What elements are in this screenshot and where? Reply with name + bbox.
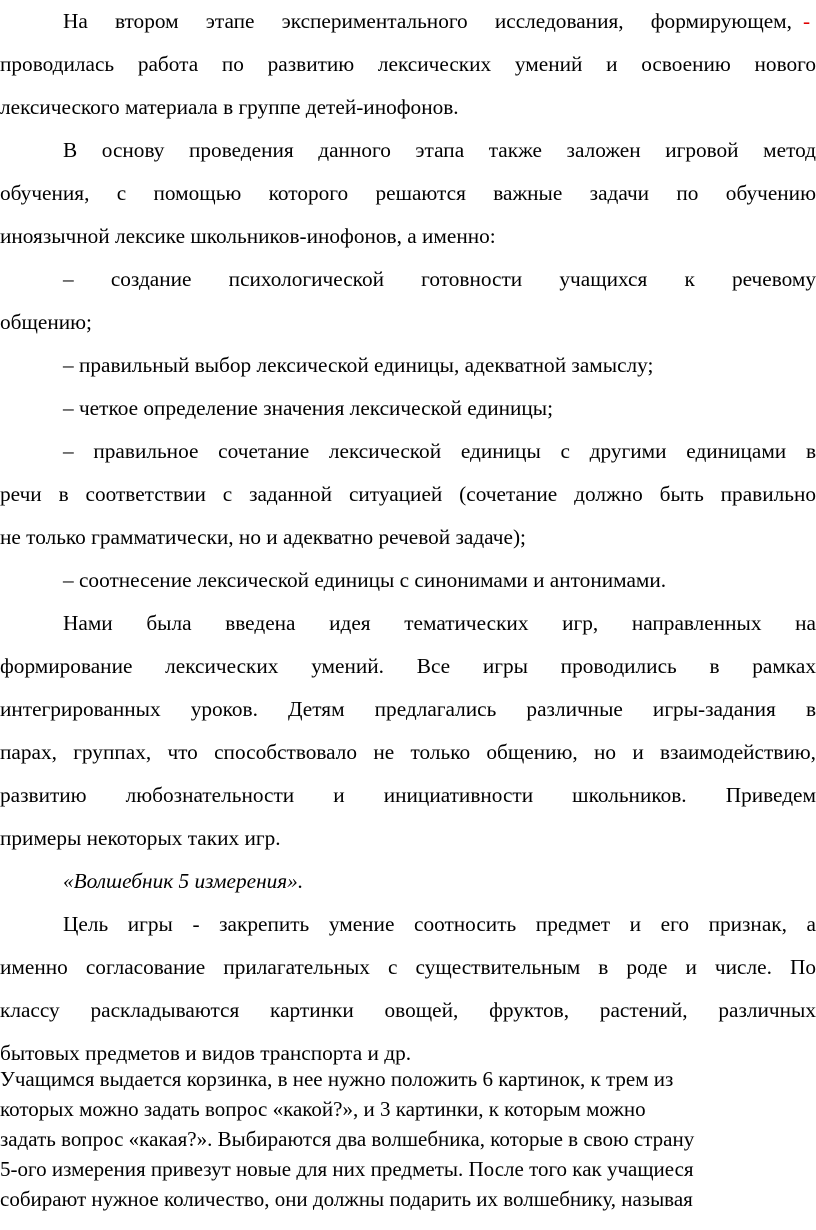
text-line: которых можно задать вопрос «какой?», и 3 картинки, к которым можно [0,1097,646,1121]
game-title: «Волшебник 5 измерения». [63,869,304,893]
text-line: интегрированных уроков. Детям предлагались различные игры-задания в [0,697,816,721]
text-line: лексического материала в группе детей-инофонов. [0,95,459,119]
text-line: проводилась работа по развитию лексических умений и освоению нового [0,52,816,76]
list-item-continuation: общению; [0,310,92,334]
text-line: иноязычной лексике школьников-инофонов, а именно: [0,224,496,248]
text-line: Цель игры - закрепить умение соотносить предмет и его признак, а [63,912,816,936]
text-line: классу раскладываются картинки овощей, фруктов, растений, различных [0,998,816,1022]
text-line: Учащимся выдается корзинка, в нее нужно положить 6 картинок, к трем из [0,1067,674,1091]
text-line: задать вопрос «какая?». Выбираются два волшебника, которые в свою страну [0,1127,695,1151]
text-line: В основу проведения данного этапа также заложен игровой метод [63,138,816,162]
text-line: 5-ого измерения привезут новые для них предметы. После того как учащиеся [0,1157,694,1181]
list-item-continuation: речи в соответствии с заданной ситуацией (сочетание должно быть правильно [0,482,816,506]
red-dash-mark: - [803,9,811,33]
list-item: – соотнесение лексической единицы с синонимами и антонимами. [63,568,667,592]
list-item: – создание психологической готовности учащихся к речевому [63,267,816,291]
text-line: На втором этапе экспериментального исследования, формирующем, [63,9,792,33]
text-line: формирование лексических умений. Все игры проводились в рамках [0,654,816,678]
text-line: обучения, с помощью которого решаются важные задачи по обучению [0,181,816,205]
text-line: именно согласование прилагательных с существительным в роде и числе. По [0,955,816,979]
text-line: собирают нужное количество, они должны подарить их волшебнику, называя [0,1187,693,1211]
text-line: развитию любознательности и инициативности школьников. Приведем [0,783,816,807]
list-item: – правильное сочетание лексической единицы с другими единицами в [63,439,816,463]
text-line: Нами была введена идея тематических игр, направленных на [63,611,816,635]
list-item-continuation: не только грамматически, но и адекватно речевой задаче); [0,525,526,549]
text-line: примеры некоторых таких игр. [0,826,281,850]
text-line: парах, группах, что способствовало не только общению, но и взаимодействию, [0,740,816,764]
text-line: бытовых предметов и видов транспорта и др. [0,1041,412,1065]
list-item: – правильный выбор лексической единицы, адекватной замыслу; [63,353,654,377]
list-item: – четкое определение значения лексической единицы; [63,396,554,420]
